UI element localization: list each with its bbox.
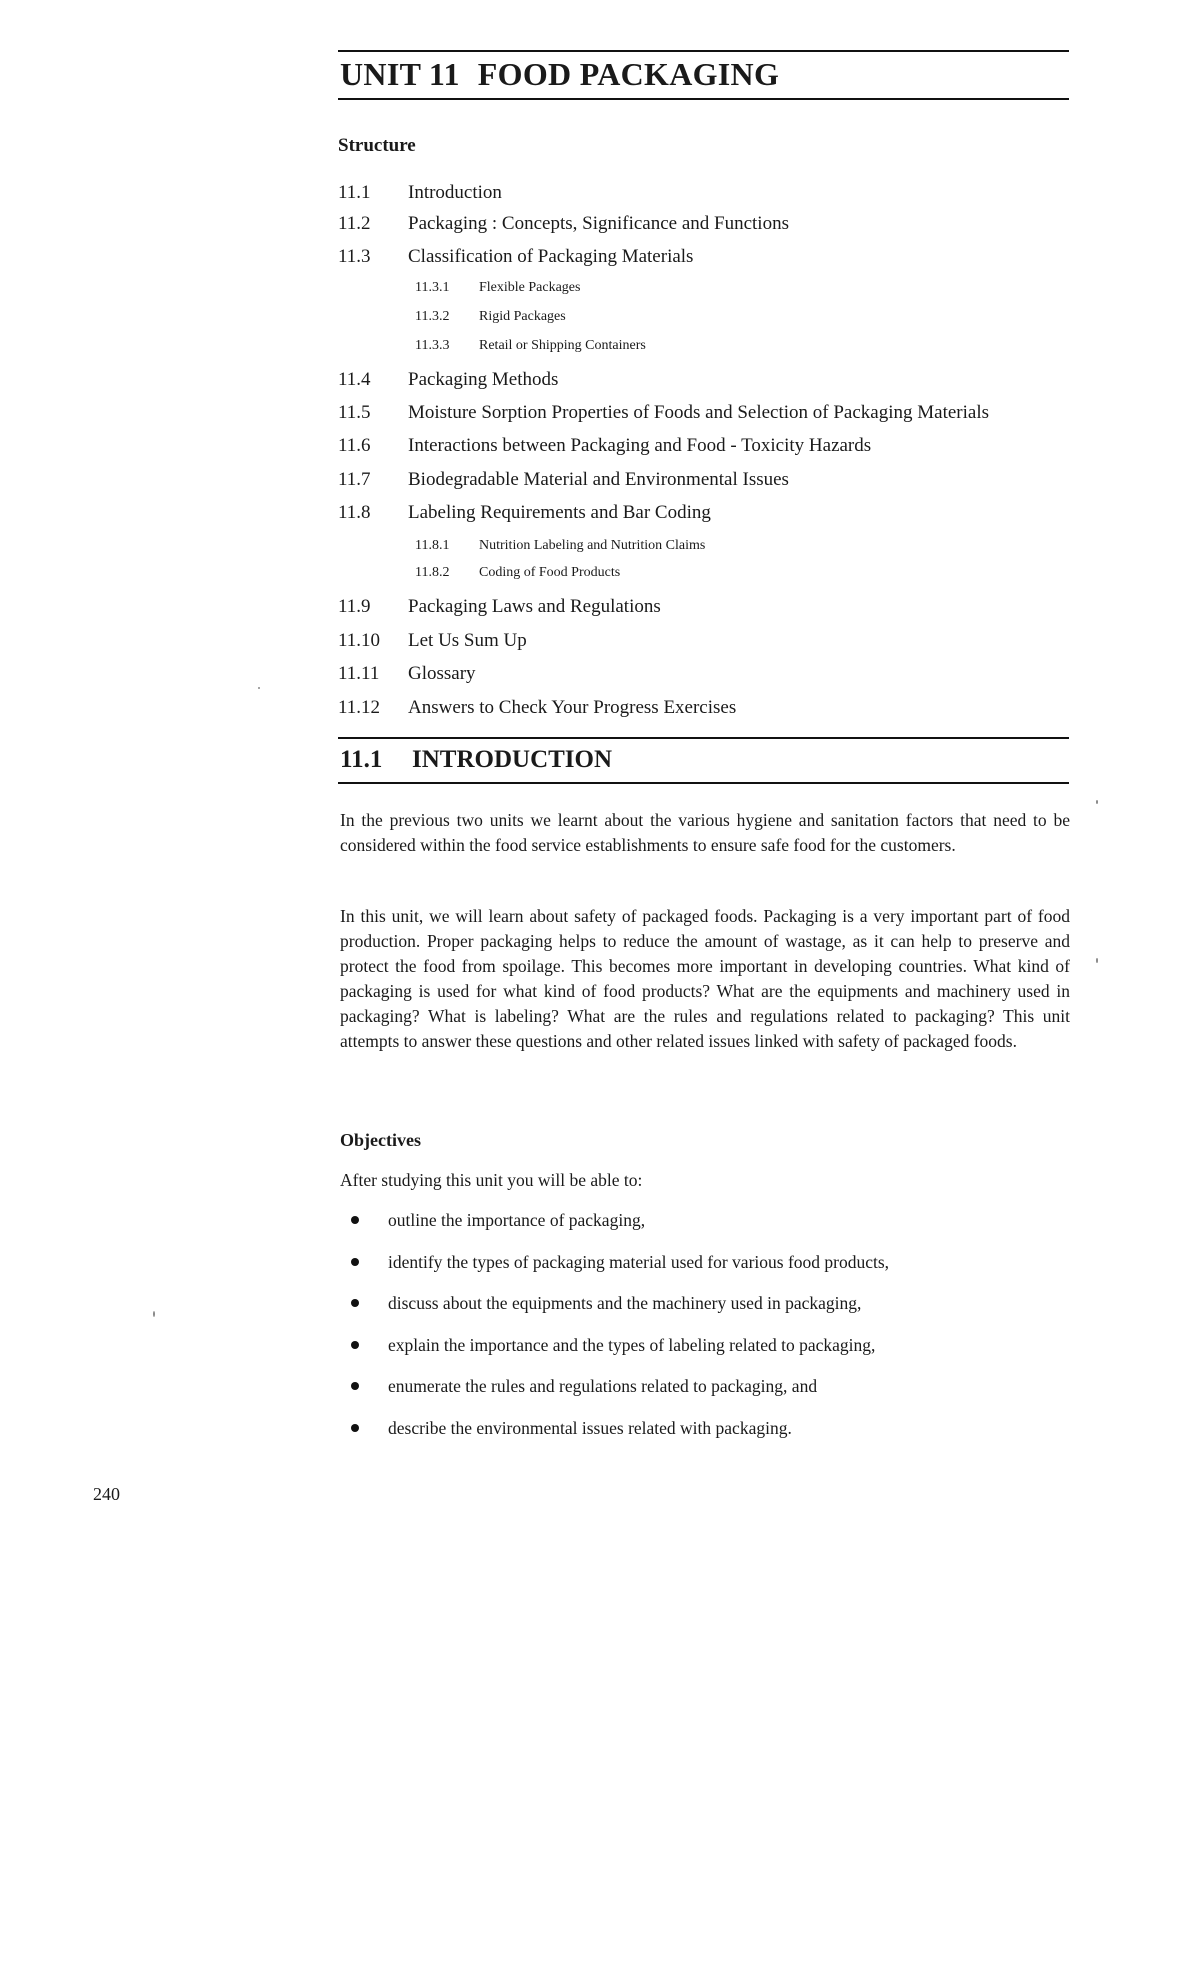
toc-item-number: 11.3.3 xyxy=(415,338,450,353)
toc-item-text: Labeling Requirements and Bar Coding xyxy=(408,502,711,523)
toc-item-text: Let Us Sum Up xyxy=(408,630,527,651)
unit-title xyxy=(340,56,779,93)
bullet-icon xyxy=(351,1424,359,1432)
toc-item-number: 11.10 xyxy=(338,630,381,651)
toc-item-text: Classification of Packaging Materials xyxy=(408,246,694,267)
objective-text: discuss about the equipments and the machinery used in packaging, xyxy=(388,1293,862,1313)
section-heading xyxy=(340,746,612,774)
objective-item xyxy=(340,1331,1080,1373)
bullet-icon xyxy=(351,1216,359,1224)
scan-speck xyxy=(1096,958,1098,963)
scan-speck xyxy=(1096,800,1098,804)
toc-item-number: 11.5 xyxy=(338,402,371,423)
toc-item-text: Biodegradable Material and Environmental Issues xyxy=(408,469,789,490)
objective-text: enumerate the rules and regulations related to packaging, and xyxy=(388,1376,818,1396)
toc-item-text: Introduction xyxy=(408,182,502,203)
section-title: INTRODUCTION xyxy=(412,746,613,773)
intro-paragraph-2: In this unit, we will learn about safety of packaged foods. Packaging is a very important part of food production. Proper packaging helps to reduce the amount of wastage, as it can help to preserve and protect the food from spoilage. This becomes more important in developing countries. What kind of packaging is used for what kind of food products? What are the equipments and machinery used in packaging? What is labeling? What are the rules and regulations related to packaging? This unit attempts to answer these questions and other related issues linked with safety of packaged foods. xyxy=(340,906,1070,1051)
toc-item-number: 11.2 xyxy=(338,213,371,234)
bullet-icon xyxy=(351,1341,359,1349)
page-number: 240 xyxy=(93,1484,120,1504)
toc-item-number: 11.3 xyxy=(338,246,371,267)
toc-item-text: Glossary xyxy=(408,663,476,684)
toc-item-number: 11.11 xyxy=(338,663,380,684)
objective-text: explain the importance and the types of labeling related to packaging, xyxy=(388,1334,876,1355)
objectives-lead: After studying this unit you will be able to: xyxy=(340,1170,643,1190)
toc-item-number: 11.7 xyxy=(338,469,371,490)
toc-item-text: Answers to Check Your Progress Exercises xyxy=(408,697,737,718)
section-bottom-rule xyxy=(338,782,1069,784)
header-bottom-rule xyxy=(338,98,1069,100)
toc-item-number: 11.12 xyxy=(338,697,381,718)
toc-item-number: 11.8.1 xyxy=(415,538,450,553)
section-top-rule xyxy=(338,737,1069,739)
scan-speck xyxy=(258,687,260,689)
objective-text: identify the types of packaging material used for various food products, xyxy=(388,1251,890,1272)
toc-item-text: Interactions between Packaging and Food - Toxicity Hazards xyxy=(408,435,872,456)
objective-item xyxy=(340,1414,1080,1456)
toc-item-number: 11.8.2 xyxy=(415,565,450,580)
toc-item-number: 11.4 xyxy=(338,369,371,390)
toc-item-text: Packaging Methods xyxy=(408,369,559,390)
unit-name: FOOD PACKAGING xyxy=(477,56,780,92)
toc-item-number: 11.8 xyxy=(338,502,371,523)
toc-item-number: 11.3.1 xyxy=(415,280,450,295)
objectives-list xyxy=(340,1206,1080,1455)
bullet-icon xyxy=(351,1258,359,1266)
structure-heading: Structure xyxy=(338,135,416,156)
objective-item xyxy=(340,1372,1080,1414)
objective-text: describe the environmental issues related with packaging. xyxy=(388,1417,792,1438)
intro-paragraph-1: In the previous two units we learnt about the various hygiene and sanitation factors that need to be considered within the food service establishments to ensure safe food for the customers. xyxy=(340,810,1070,855)
scan-speck xyxy=(153,1311,155,1317)
toc-item-text: Rigid Packages xyxy=(479,309,566,324)
section-number: 11.1 xyxy=(340,746,383,773)
toc-item-number: 11.1 xyxy=(338,182,371,203)
toc-item-number: 11.9 xyxy=(338,596,371,617)
objectives-heading: Objectives xyxy=(340,1130,421,1150)
unit-number: UNIT 11 xyxy=(340,56,460,92)
toc-item-text: Flexible Packages xyxy=(479,280,581,295)
toc-item-text: Coding of Food Products xyxy=(479,565,621,580)
objective-item xyxy=(340,1248,1080,1290)
toc-item-text: Retail or Shipping Containers xyxy=(479,338,646,353)
objective-text: outline the importance of packaging, xyxy=(388,1210,646,1230)
toc-item-text: Nutrition Labeling and Nutrition Claims xyxy=(479,538,706,553)
header-top-rule xyxy=(338,50,1069,52)
toc-item-text: Packaging Laws and Regulations xyxy=(408,596,661,617)
objective-item xyxy=(340,1206,1080,1248)
toc-item-number: 11.6 xyxy=(338,435,371,456)
bullet-icon xyxy=(351,1299,359,1307)
objective-item xyxy=(340,1289,1080,1331)
toc-item-number: 11.3.2 xyxy=(415,309,450,324)
toc-item-text: Moisture Sorption Properties of Foods and Selection of Packaging Materials xyxy=(408,402,989,423)
toc-item-text: Packaging : Concepts, Significance and Functions xyxy=(408,213,789,234)
bullet-icon xyxy=(351,1382,359,1390)
